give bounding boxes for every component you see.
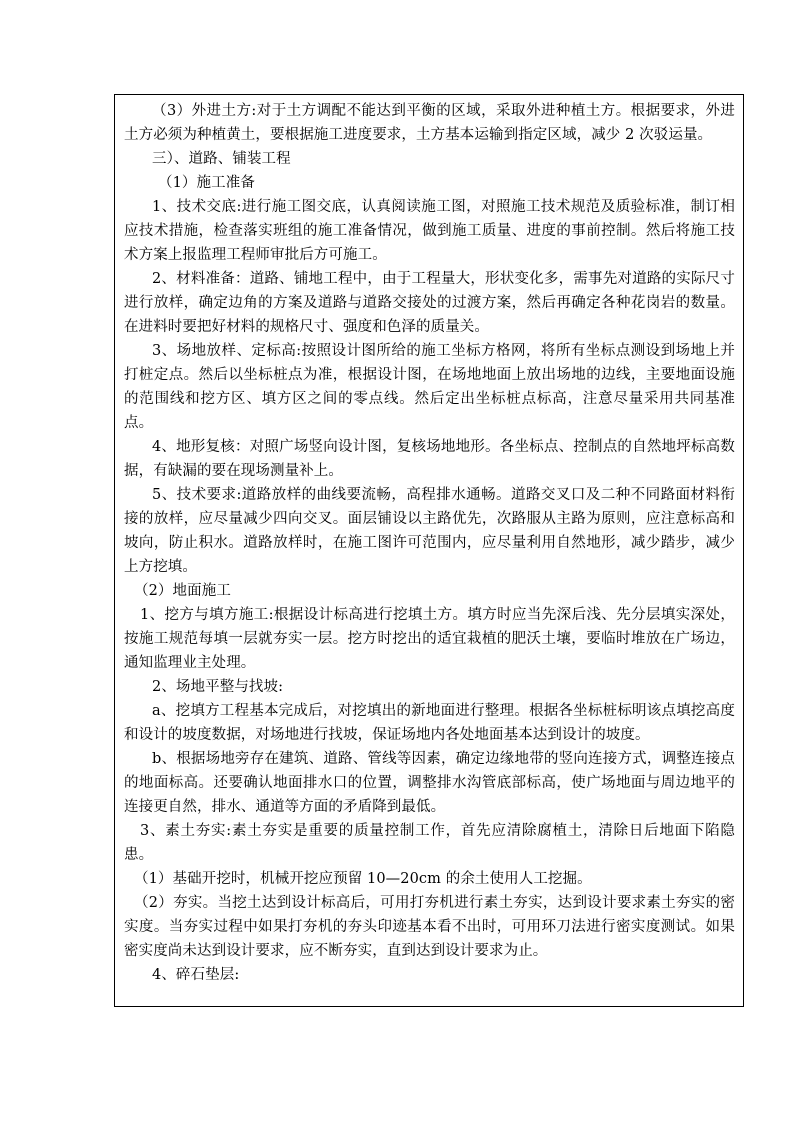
paragraph-material-preparation: 2、材料准备：道路、铺地工程中，由于工程量大，形状变化多，需事先对道路的实际尺寸进行放样，确定边角的方案及道路与道路交接处的过渡方案，然后再确定各种花岗岩的数量。在进料时要把好材料的规格尺寸、强度和色泽的质量关。 <box>124 271 735 335</box>
paragraph-imported-earthwork: （3）外进土方:对于土方调配不能达到平衡的区域，采取外进种植土方。根据要求，外进土方必须为种植黄土，要根据施工进度要求，土方基本运输到指定区域，减少 2 次驳运量。 <box>124 103 735 143</box>
subsection-heading-preparation: （1）施工准备 <box>158 175 255 191</box>
subsection-heading-ground-works: （2）地面施工 <box>134 583 231 599</box>
paragraph-technical-briefing: 1、技术交底:进行施工图交底，认真阅读施工图，对照施工技术规范及质验标准，制订相应技术措施，检查落实班组的施工准备情况，做到施工质量、进度的事前控制。然后将施工技术方案上报监理工程师审批后方可施工。 <box>124 199 735 263</box>
document-table-cell <box>114 94 744 1007</box>
paragraph-tamping: （2）夯实。当挖土达到设计标高后，可用打夯机进行素土夯实，达到设计要求素土夯实的密实度。当夯实过程中如果打夯机的夯头印迹基本看不出时，可用环刀法进行密实度测试。如果密实度尚未达到设计要求，应不断夯实，直到达到设计要求为止。 <box>124 895 735 959</box>
paragraph-site-layout: 3、场地放样、定标高:按照设计图所给的施工坐标方格网，将所有坐标点测设到场地上并打桩定点。然后以坐标桩点为准，根据设计图，在场地地面上放出场地的边线，主要地面设施的范围线和挖方区、填方区之间的零点线。然后定出坐标桩点标高，注意尽量采用共同基准点。 <box>124 343 735 431</box>
paragraph-excavation: （1）基础开挖时，机械开挖应预留 10—20cm 的余土使用人工挖掘。 <box>134 871 592 887</box>
paragraph-leveling-b: b、根据场地旁存在建筑、道路、管线等因素，确定边缘地带的竖向连接方式，调整连接点的地面标高。还要确认地面排水口的位置，调整排水沟管底部标高，使广场地面与周边地平的连接更自然，排水、通道等方面的矛盾降到最低。 <box>124 751 735 815</box>
paragraph-cut-and-fill: 1、挖方与填方施工:根据设计标高进行挖填土方。填方时应当先深后浅、先分层填实深处，按施工规范每填一层就夯实一层。挖方时挖出的适宜栽植的肥沃土壤，要临时堆放在广场边，通知监理业主处理。 <box>124 607 735 671</box>
section-heading-road-paving: 三）、道路、铺装工程 <box>152 151 291 167</box>
paragraph-technical-requirements: 5、技术要求:道路放样的曲线要流畅，高程排水通畅。道路交叉口及二种不同路面材料衔接的放样，应尽量减少四向交叉。面层铺设以主路优先，次路服从主路为原则，应注意标高和坡向，防止积水。道路放样时，在施工图许可范围内，应尽量利用自然地形，减少踏步，减少上方挖填。 <box>124 487 735 575</box>
paragraph-leveling-a: a、挖填方工程基本完成后，对挖填出的新地面进行整理。根据各坐标桩标明该点填挖高度和设计的坡度数据，对场地进行找坡，保证场地内各处地面基本达到设计的坡度。 <box>124 703 735 743</box>
paragraph-leveling-heading: 2、场地平整与找坡: <box>152 679 284 695</box>
paragraph-gravel-cushion: 4、碎石垫层: <box>152 967 240 983</box>
paragraph-terrain-check: 4、地形复核：对照广场竖向设计图，复核场地地形。各坐标点、控制点的自然地坪标高数据，有缺漏的要在现场测量补上。 <box>124 439 735 479</box>
paragraph-compaction: 3、素土夯实:素土夯实是重要的质量控制工作，首先应清除腐植土，清除日后地面下陷隐患。 <box>124 823 735 863</box>
